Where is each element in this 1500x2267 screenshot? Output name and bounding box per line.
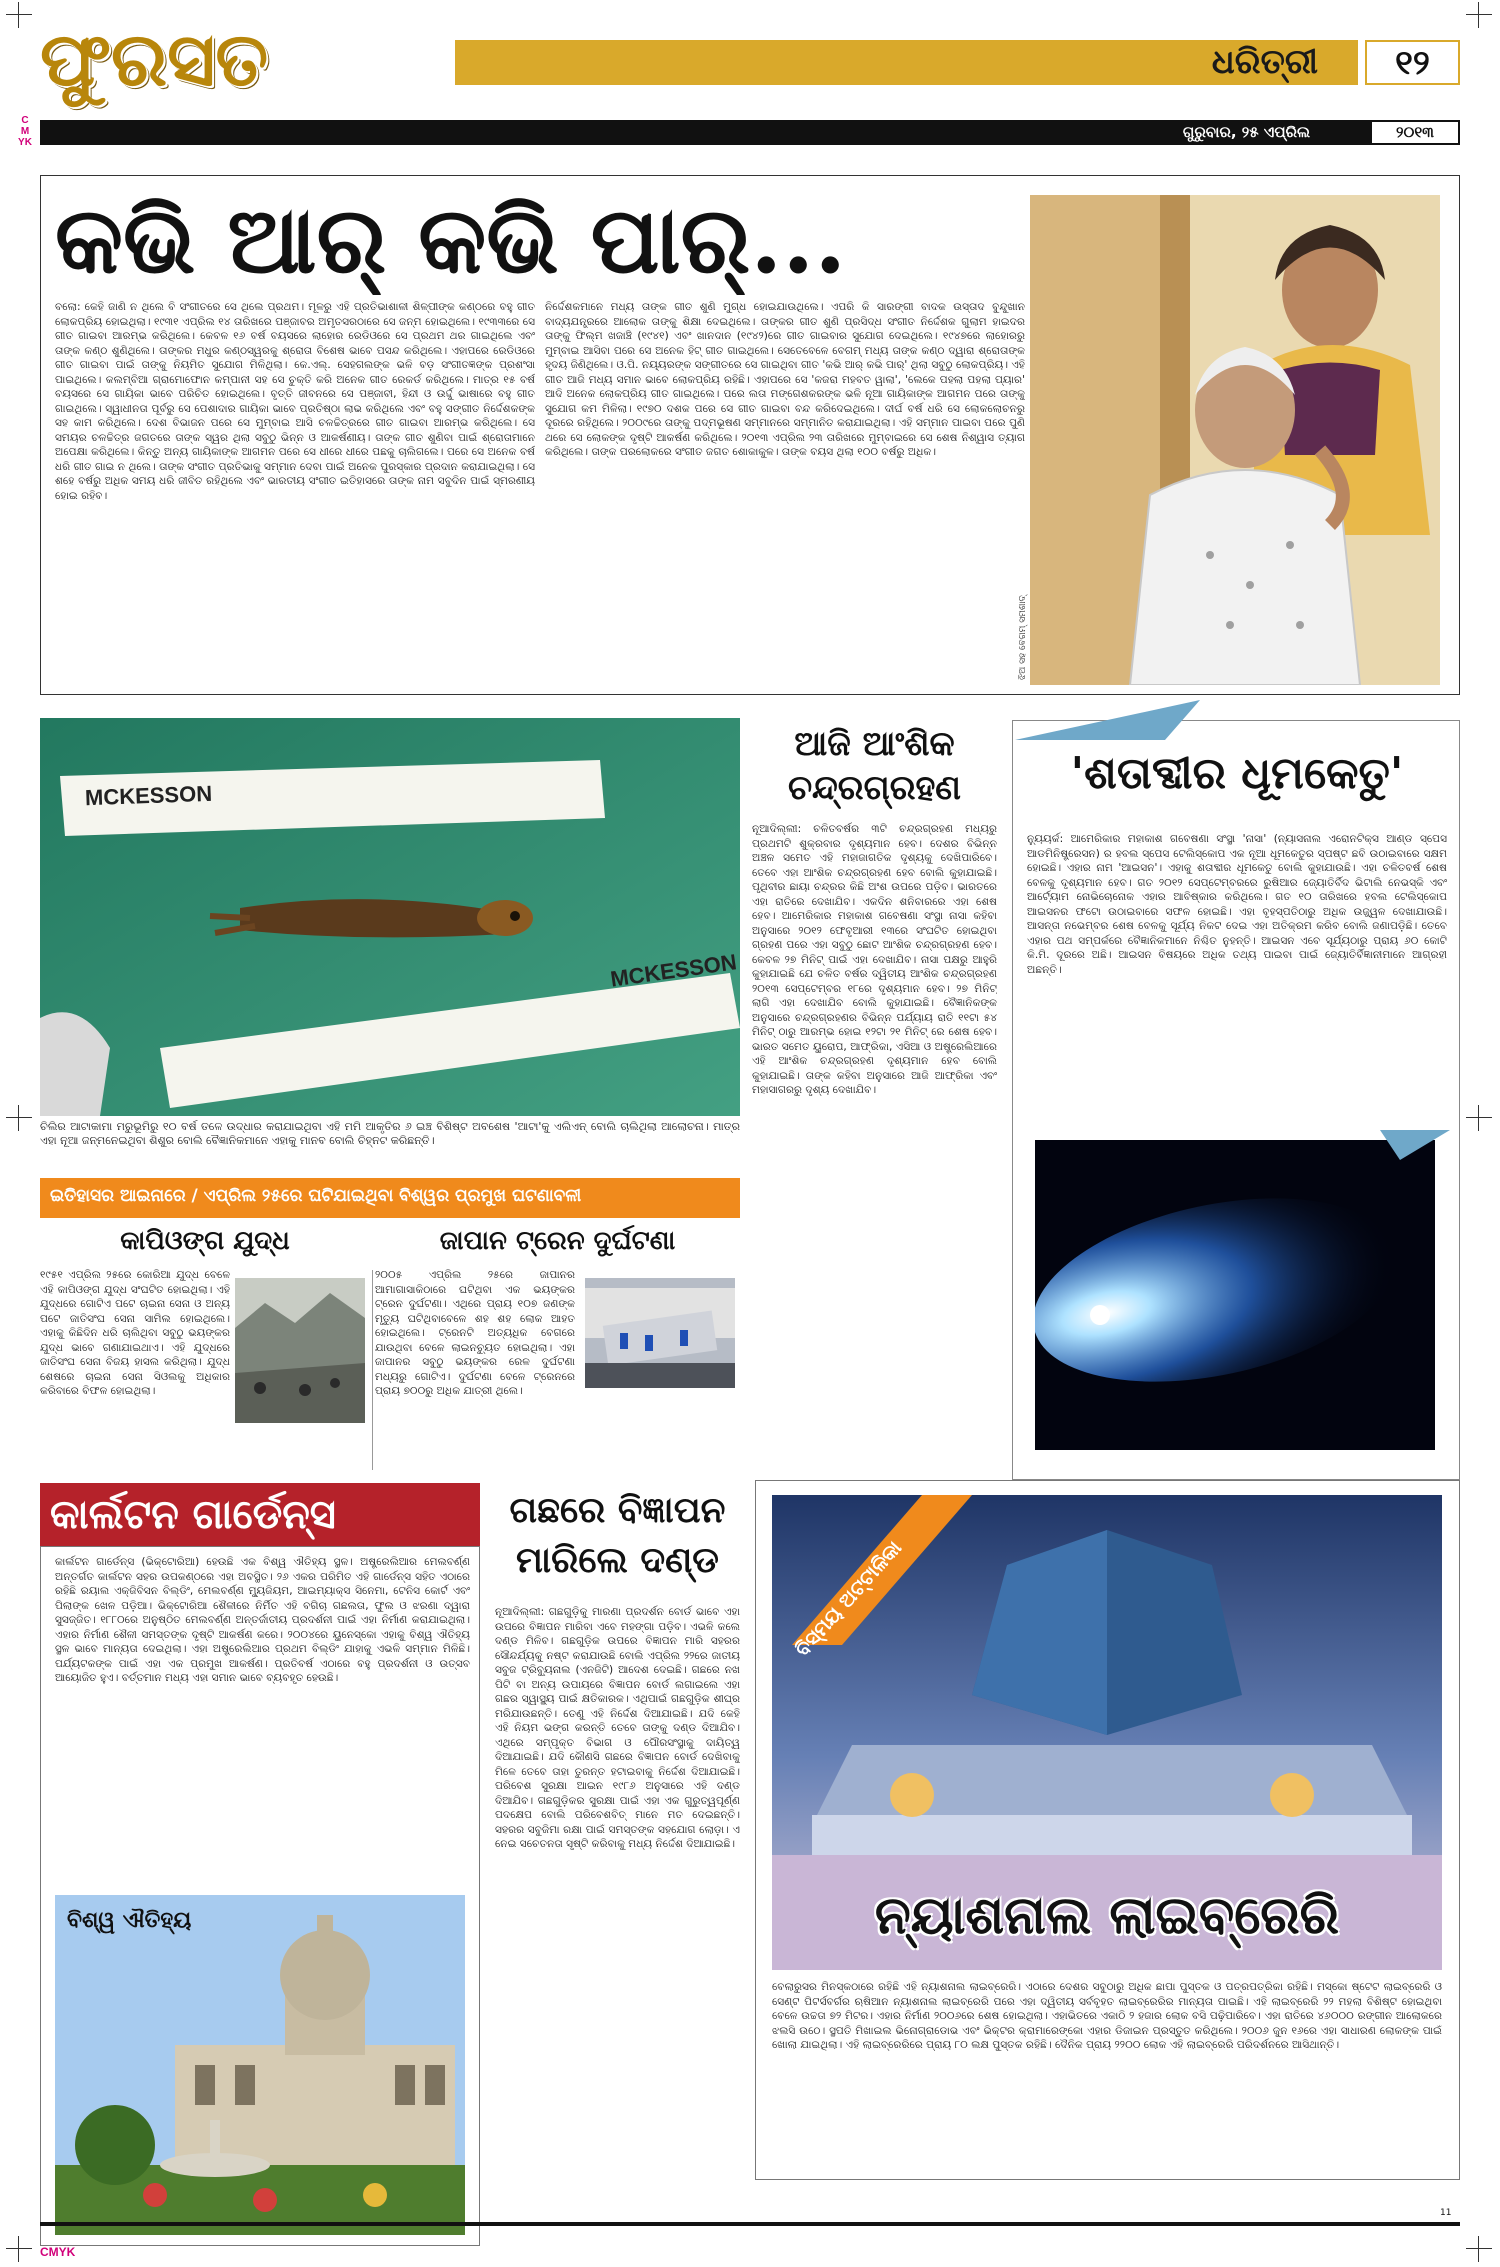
- tree-ads-title-line1: ଗଛରେ ବିଜ୍ଞାପନ: [509, 1489, 726, 1531]
- ruler-label-bottom: MCKESSON: [608, 949, 739, 992]
- comet-illustration: [1035, 1140, 1435, 1450]
- comet-title: 'ଶତାବ୍ଦୀର ଧୂମକେତୁ': [1070, 748, 1404, 799]
- year-text: ୨୦୧୩: [1370, 120, 1460, 145]
- battlefield-illustration: [235, 1278, 365, 1423]
- history-banner-title: ଇତିହାସର ଆଇନାରେ / ଏପ୍ରିଲ ୨୫ରେ ଘଟିଯାଇଥିବା ବିଶ୍ୱର ପ୍ରମୁଖ ଘଟଣାବଳୀ: [50, 1186, 582, 1206]
- kapyong-photo: [235, 1278, 365, 1423]
- tree-ads-title-line2: ମାରିଲେ ଦଣ୍ଡ: [516, 1539, 719, 1581]
- eclipse-title-line1: ଆଜି ଆଂଶିକ: [794, 724, 955, 764]
- comet-text: ନ୍ୟୁୟର୍କ: ଆମେରିକାର ମହାକାଶ ଗବେଷଣା ସଂସ୍ଥା 'ନାସା' (ନ୍ୟାସନାଲ ଏରୋନଟିକ୍ସ ଆଣ୍ଡ ସ୍ପେସ ଆଡମିନିଷ୍ଟ୍ରେସନ) ର ହବଲ ସ୍ପେସ ଟେଲିସ୍କୋପ ଏକ ନୂଆ ଧୂମକେତୁର ସ୍ପଷ୍ଟ ଛବି ଉଠାଇବାରେ ସକ୍ଷମ ହୋଇଛି। ଏହାର ନାମ 'ଆଇସନ'। ଏହାକୁ ଶତାବ୍ଦୀର ଧୂମକେତୁ ବୋଲି କୁହାଯାଉଛି। ଏହା ଚଳିତବର୍ଷ ଶେଷ ବେଳକୁ ଦୃଶ୍ୟମାନ ହେବ। ଗତ ୨୦୧୨ ସେପ୍ଟେମ୍ବରରେ ରୁଷିଆର ଜ୍ୟୋତିର୍ବିଦ ଭିଟାଲି ନେଭସ୍କି ଏବଂ ଆର୍ଟ୍ୟୋମ ନୋଭିଚୋନୋକ ଏହାର ଆବିଷ୍କାର କରିଥିଲେ। ଗତ ୧୦ ତାରିଖରେ ହବଲ ଟେଲିସ୍କୋପ ଆଇସନର ଫଟୋ ଉଠାଇବାରେ ସଫଳ ହୋଇଛି। ଏହା ବୃହସ୍ପତିଠାରୁ ଅଧିକ ଉଜ୍ଜ୍ୱଳ ଦେଖାଯାଉଛି। ଆସନ୍ତା ନଭେମ୍ବର ଶେଷ ବେଳକୁ ସୂର୍ଯ୍ୟ ନିକଟ ଦେଇ ଏହା ଅତିକ୍ରମ କରିବ ବୋଲି ଜଣାପଡ଼ିଛି। ତେବେ ଏହାର ପଥ ସମ୍ପର୍କରେ ବୈଜ୍ଞାନିକମାନେ ନିଶ୍ଚିତ ନୁହନ୍ତି। ଆଇସନ ଏବେ ସୂର୍ଯ୍ୟଠାରୁ ପ୍ରାୟ ୬୦ କୋଟି କି.ମି. ଦୂରରେ ଅଛି। ଆଇସନ ବିଷୟରେ ଅଧିକ ତଥ୍ୟ ପାଇବା ପାଇଁ ଜ୍ୟୋତିର୍ବିଜ୍ଞାନୀମାନେ ଆଗ୍ରହୀ ଅଛନ୍ତି।: [1027, 833, 1447, 976]
- masthead-logo: [40, 15, 440, 105]
- logo-text: ଫୁରସତ: [40, 17, 269, 103]
- ruler-label-top: MCKESSON: [84, 780, 213, 811]
- top-story-column-2: ନିର୍ଦ୍ଦେଶକମାନେ ମଧ୍ୟ ତାଙ୍କ ଗୀତ ଶୁଣି ମୁଗ୍ଧ ହୋଇଯାଉଥିଲେ। ଏପରି କି ସାରଙ୍ଗୀ ବାଦକ ଉସ୍ତାଦ ବୁନ୍ଦୁଖାନ ବାଦ୍ୟଯନ୍ତ୍ରରେ ଆଲୋକ ତାଙ୍କୁ ଶିକ୍ଷା ଦେଇଥିଲେ। ତାଙ୍କର ଗୀତ ଶୁଣି ପ୍ରସିଦ୍ଧ ସଂଗୀତ ନିର୍ଦ୍ଦେଶକ ଗୁଲାମ ହାଇଦର ତାଙ୍କୁ ଫିଲ୍ମ ଖଜାଞ୍ଚି (୧୯୪୧) ଏବଂ ଖାନଦାନ (୧୯୪୨)ରେ ଗୀତ ଗାଇବାର ସୁଯୋଗ ଦେଇଥିଲେ। ୧୯୪୭ରେ ଲାହୋରରୁ ମୁମ୍ବାଇ ଆସିବା ପରେ ସେ ଅନେକ ହିଟ୍ ଗୀତ ଗାଇଥିଲେ। ସେତେବେଳେ ବେଗମ୍ ମଧ୍ୟ ତାଙ୍କ କଣ୍ଠ ଦ୍ୱାରା ଶ୍ରୋତାଙ୍କ ହୃଦୟ ଜିଣିଥିଲେ। ଓ.ପି. ନୟ୍ୟରଙ୍କ ସଙ୍ଗୀତରେ ସେ ଗାଇଥିବା ଗୀତ 'କଭି ଆର୍ କଭି ପାର୍' ଥିଲା ସବୁଠୁ ଲୋକପ୍ରିୟ। ଏହି ଗୀତ ଆଜି ମଧ୍ୟ ସମାନ ଭାବେ ଲୋକପ୍ରିୟ ରହିଛି। ଏହାପରେ ସେ 'କଜରା ମହବତ ୱାଲା', 'ଲେକେ ପହଲା ପହଲା ପ୍ୟାର' ଆଦି ଅନେକ ଲୋକପ୍ରିୟ ଗୀତ ଗାଇଥିଲେ। ପରେ ଲତା ମଙ୍ଗେଶକରଙ୍କ ଭଳି ନୂଆ ଗାୟିକାଙ୍କ ଆଗମନ ପରେ ତାଙ୍କୁ ସୁଯୋଗ କମ ମିଳିଲା। ୧୯୭୦ ଦଶକ ପରେ ସେ ଗୀତ ଗାଇବା ବନ୍ଦ କରିଦେଇଥିଲେ। ଦୀର୍ଘ ବର୍ଷ ଧରି ସେ ଲୋକଲୋଚନରୁ ଦୂରରେ ରହିଥିଲେ। ୨୦୦୯ରେ ତାଙ୍କୁ ପଦ୍ମଭୂଷଣ ସମ୍ମାନରେ ସମ୍ମାନିତ କରାଯାଇଥିଲା। ଏହି ସମ୍ମାନ ପାଇବା ପରେ ପୁଣି ଥରେ ସେ ଲୋକଙ୍କ ଦୃଷ୍ଟି ଆକର୍ଷଣ କରିଥିଲେ। ୨୦୧୩ ଏପ୍ରିଲ ୨୩ ତାରିଖରେ ମୁମ୍ବାଇରେ ସେ ଶେଷ ନିଶ୍ୱାସ ତ୍ୟାଗ କରିଥିଲେ। ତାଙ୍କ ପରଲୋକରେ ସଂଗୀତ ଜଗତ ଶୋକାକୁଳ। ତାଙ୍କ ବୟସ ଥିଲା ୧୦୦ ବର୍ଷରୁ ଅଧିକ।: [545, 301, 1025, 458]
- date-text: ଗୁରୁବାର, ୨୫ ଏପ୍ରିଲ: [1182, 123, 1310, 141]
- elderly-women-illustration: [1030, 195, 1440, 685]
- carlton-photo: [55, 1895, 465, 2235]
- cmyk-marker: CMYK: [18, 115, 32, 148]
- crop-mark: [1466, 2, 1492, 28]
- carlton-title: କାର୍ଲଟନ ଗାର୍ଡେନ୍ସ: [50, 1491, 336, 1538]
- japan-crash-photo: [585, 1278, 735, 1388]
- tree-ads-title: [495, 1485, 740, 1595]
- footer-rule: [40, 2222, 1460, 2226]
- footer-page-number: 11: [1440, 2208, 1452, 2218]
- train-crash-illustration: [585, 1278, 735, 1388]
- library-title: ନ୍ୟାଶନାଲ ଲାଇବ୍ରେରି: [874, 1885, 1340, 1946]
- comet-corner-accent-2: [1380, 1130, 1450, 1160]
- top-story-column-1: ବଲୋ: କେହି ଜାଣି ନ ଥିଲେ ବି ସଂଗୀତରେ ସେ ଥିଲେ ପ୍ରଥମ। ମୂଳରୁ ଏହି ପ୍ରତିଭାଶାଳୀ ଶିଳ୍ପୀଙ୍କ କଣ୍ଠରେ ବହୁ ଗୀତ ଲୋକପ୍ରିୟ ହୋଇଥିଲା। ୧୯୩୧ ଏପ୍ରିଲ ୧୪ ତାରିଖରେ ପଞ୍ଜାବର ଅମୃତସରଠାରେ ସେ ଜନ୍ମ ହୋଇଥିଲେ। ୧୯୩୩ରେ ସେ ଗୀତ ଗାଇବା ଆରମ୍ଭ କରିଥିଲେ। କେବଳ ୧୬ ବର୍ଷ ବୟସରେ ଲାହୋର ରେଡିଓରେ ସେ ପ୍ରଥମ ଥର ଗାଇଥିଲେ ଏବଂ ତାଙ୍କ କଣ୍ଠ ଶୁଣିଥିଲେ। ତାଙ୍କର ମଧୁର କଣ୍ଠସ୍ୱରକୁ ଶ୍ରୋତା ବିଶେଷ ଭାବେ ପସନ୍ଦ କରିଥିଲେ। ଏହାପରେ ରେଡିଓରେ ଗୀତ ଗାଇବା ପାଇଁ ତାଙ୍କୁ ନିୟମିତ ସୁଯୋଗ ମିଳିଥିଲା। କେ.ଏଲ୍. ସେହଗଲଙ୍କ ଭଳି ବଡ଼ ସଂଗୀତଜ୍ଞଙ୍କ ପ୍ରଶଂସା ପାଇଥିଲେ। କଲମ୍ବିଆ ଗ୍ରାମୋଫୋନ କମ୍ପାନୀ ସହ ସେ ଚୁକ୍ତି କରି ଅନେକ ଗୀତ ରେକର୍ଡ କରିଥିଲେ। ମାତ୍ର ୧୫ ବର୍ଷ ବୟସରେ ସେ ଗାୟିକା ଭାବେ ପରିଚିତ ହୋଇଥିଲେ। ବୃତ୍ତି ଜୀବନରେ ସେ ପଞ୍ଜାବୀ, ହିନ୍ଦୀ ଓ ଉର୍ଦ୍ଦୁ ଭାଷାରେ ବହୁ ଗୀତ ଗାଇଥିଲେ। ସ୍ୱାଧୀନତା ପୂର୍ବରୁ ସେ ପେଶାଦାର ଗାୟିକା ଭାବେ ପ୍ରତିଷ୍ଠା ଲାଭ କରିଥିଲେ ଏବଂ ବହୁ ସଙ୍ଗୀତ ନିର୍ଦ୍ଦେଶକଙ୍କ ସହ କାମ କରିଥିଲେ। ଦେଶ ବିଭାଜନ ପରେ ସେ ମୁମ୍ବାଇ ଆସି ଚଳଚ୍ଚିତ୍ରରେ ଗୀତ ଗାଇବା ଆରମ୍ଭ କରିଥିଲେ। ସେ ସମୟର ଚଳଚ୍ଚିତ୍ର ଜଗତରେ ତାଙ୍କ ସ୍ୱର ଥିଲା ସବୁଠୁ ଭିନ୍ନ ଓ ଆକର୍ଷଣୀୟ। ତାଙ୍କ ଗୀତ ଶୁଣିବା ପାଇଁ ଶ୍ରୋତାମାନେ ଅପେକ୍ଷା କରିଥିଲେ। କିନ୍ତୁ ଅନ୍ୟ ଗାୟିକାଙ୍କ ଆଗମନ ପରେ ସେ ଧୀରେ ଧୀରେ ପଛକୁ ଚାଲିଗଲେ। ପରେ ସେ ଅନେକ ବର୍ଷ ଧରି ଗୀତ ଗାଇ ନ ଥିଲେ। ତାଙ୍କ ସଂଗୀତ ପ୍ରତିଭାକୁ ସମ୍ମାନ ଦେବା ପାଇଁ ଅନେକ ପୁରସ୍କାର ପ୍ରଦାନ କରାଯାଇଥିଲା। ସେ ଶହେ ବର୍ଷରୁ ଅଧିକ ସମୟ ଧରି ଜୀବିତ ରହିଥିଲେ ଏବଂ ଭାରତୀୟ ସଂଗୀତ ଇତିହାସରେ ତାଙ୍କ ନାମ ସବୁଦିନ ପାଇଁ ସ୍ମରଣୀୟ ହୋଇ ରହିବ।: [55, 301, 535, 502]
- comet-photo: [1035, 1140, 1435, 1450]
- alien-photo-caption: ଚିଲିର ଆଟାକାମା ମରୁଭୂମିରୁ ୧୦ ବର୍ଷ ତଳେ ଉଦ୍ଧାର କରାଯାଇଥିବା ଏହି ମମି ଆକୃତିର ୬ ଇଞ୍ଚ ବିଶିଷ୍ଟ ଅବଶେଷ 'ଆଟା'କୁ ଏଲିଏନ୍ ବୋଲି ଚାଲିଥିଲା ଆଲୋଚନା। ମାତ୍ର ଏହା ନୂଆ ଜନ୍ମନେଇଥିବା ଶିଶୁର ବୋଲି ବୈଜ୍ଞାନିକମାନେ ଏହାକୁ ମାନବ ବୋଲି ଚିହ୍ନଟ କରିଛନ୍ତି।: [40, 1120, 740, 1147]
- crop-mark: [6, 2, 32, 28]
- tree-ads-text: ନୂଆଦିଲ୍ଲୀ: ଗଛଗୁଡ଼ିକୁ ମାରଣା ପ୍ରଦର୍ଶନ ବୋର୍ଡ ଭାବେ ଏହା ଉପରେ ବିଜ୍ଞାପନ ମାରିବା ଏବେ ମହଙ୍ଗା ପଡ଼ିବ। ଏଭଳି କଲେ ଦଣ୍ଡ ମିଳିବ। ଗଛଗୁଡ଼ିକ ଉପରେ ବିଜ୍ଞାପନ ମାରି ସହରର ସୌନ୍ଦର୍ଯ୍ୟକୁ ନଷ୍ଟ କରାଯାଉଛି ବୋଲି ଏପ୍ରିଲ ୨୨ରେ ଜାତୀୟ ସବୁଜ ଟ୍ରିବ୍ୟୁନାଲ (ଏନଜିଟି) ଆଦେଶ ଦେଇଛି। ଗଛରେ ନଖ ପିଟି ବା ଅନ୍ୟ ଉପାୟରେ ବିଜ୍ଞାପନ ବୋର୍ଡ ଲଗାଇଲେ ଏହା ଗଛର ସ୍ୱାସ୍ଥ୍ୟ ପାଇଁ କ୍ଷତିକାରକ। ଏଥିପାଇଁ ଗଛଗୁଡ଼ିକ ଶୀଘ୍ର ମରିଯାଉଛନ୍ତି। ତେଣୁ ଏହି ନିର୍ଦ୍ଦେଶ ଦିଆଯାଇଛି। ଯଦି କେହି ଏହି ନିୟମ ଭଙ୍ଗ କରନ୍ତି ତେବେ ତାଙ୍କୁ ଦଣ୍ଡ ଦିଆଯିବ। ଏଥିରେ ସମ୍ପୃକ୍ତ ବିଭାଗ ଓ ପୌରସଂସ୍ଥାକୁ ଦାୟିତ୍ୱ ଦିଆଯାଇଛି। ଯଦି କୌଣସି ଗଛରେ ବିଜ୍ଞାପନ ବୋର୍ଡ ଦେଖିବାକୁ ମିଳେ ତେବେ ତାହା ତୁରନ୍ତ ହଟାଇବାକୁ ନିର୍ଦ୍ଦେଶ ଦିଆଯାଇଛି। ପରିବେଶ ସୁରକ୍ଷା ଆଇନ ୧୯୮୬ ଅନୁସାରେ ଏହି ଦଣ୍ଡ ଦିଆଯିବ। ଗଛଗୁଡ଼ିକର ସୁରକ୍ଷା ପାଇଁ ଏହା ଏକ ଗୁରୁତ୍ୱପୂର୍ଣ୍ଣ ପଦକ୍ଷେପ ବୋଲି ପରିବେଶବିତ୍ ମାନେ ମତ ଦେଇଛନ୍ତି। ସହରର ସବୁଜିମା ରକ୍ଷା ପାଇଁ ସମସ୍ତଙ୍କ ସହଯୋଗ ଲୋଡ଼ା। ଏ ନେଇ ସଚେତନତା ସୃଷ୍ଟି କରିବାକୁ ମଧ୍ୟ ନିର୍ଦ୍ଦେଶ ଦିଆଯାଇଛି।: [495, 1606, 740, 1850]
- photo-caption: ଝିଅ ସହ ବେଗମ୍ ସମଶାଦ୍: [1018, 595, 1028, 680]
- top-story-headline: କଭି ଆର୍ କଭି ପାର୍...: [55, 186, 847, 294]
- eclipse-text: ନୂଆଦିଲ୍ଲୀ: ଚଳିତବର୍ଷର ୩ଟି ଚନ୍ଦ୍ରଗ୍ରହଣ ମଧ୍ୟରୁ ପ୍ରଥମଟି ଶୁକ୍ରବାର ଦୃଶ୍ୟମାନ ହେବ। ଦେଶର ବିଭିନ୍ନ ଅଞ୍ଚଳ ସମେତ ଏହି ମହାଜାଗତିକ ଦୃଶ୍ୟକୁ ଦେଖିପାରିବେ। ତେବେ ଏହା ଆଂଶିକ ଚନ୍ଦ୍ରଗ୍ରହଣ ହେବ ବୋଲି କୁହାଯାଇଛି। ପୃଥିବୀର ଛାୟା ଚନ୍ଦ୍ରର କିଛି ଅଂଶ ଉପରେ ପଡ଼ିବ। ଭାରତରେ ଏହା ରାତିରେ ଦେଖାଯିବ। ଏକଦିନ ଶନିବାରରେ ଏହା ଶେଷ ହେବ। ଆମେରିକାର ମହାକାଶ ଗବେଷଣା ସଂସ୍ଥା ନାସା କହିବା ଅନୁସାରେ ୨୦୧୨ ଫେବୃଆରୀ ୧୩ରେ ସଂଘଟିତ ହୋଇଥିବା ଗ୍ରହଣ ପରେ ଏହା ସବୁଠୁ ଛୋଟ ଆଂଶିକ ଚନ୍ଦ୍ରଗ୍ରହଣ ହେବ। କେବଳ ୨୭ ମିନିଟ୍ ପାଇଁ ଏହା ଦେଖାଯିବ। ନାସା ପକ୍ଷରୁ ଆହୁରି କୁହାଯାଇଛି ଯେ ଚଳିତ ବର୍ଷର ଦ୍ୱିତୀୟ ଆଂଶିକ ଚନ୍ଦ୍ରଗ୍ରହଣ ୨୦୧୩ ସେପ୍ଟେମ୍ବର ୧୮ରେ ଦୃଶ୍ୟମାନ ହେବ। ୨୭ ମିନିଟ୍ ଲାଗି ଏହା ଦେଖାଯିବ ବୋଲି କୁହାଯାଇଛି। ବୈଜ୍ଞାନିକଙ୍କ ଅନୁସାରେ ଚନ୍ଦ୍ରଗ୍ରହଣର ବିଭିନ୍ନ ପର୍ଯ୍ୟାୟ ରାତି ୧୧ଟା ୫୪ ମିନିଟ୍ ଠାରୁ ଆରମ୍ଭ ହୋଇ ୧୨ଟା ୨୧ ମିନିଟ୍ ରେ ଶେଷ ହେବ। ଭାରତ ସମେତ ୟୁରୋପ, ଆଫ୍ରିକା, ଏସିଆ ଓ ଅଷ୍ଟ୍ରେଲିଆରେ ଏହି ଆଂଶିକ ଚନ୍ଦ୍ରଗ୍ରହଣ ଦୃଶ୍ୟମାନ ହେବ ବୋଲି କୁହାଯାଇଛି। ତାଙ୍କ କହିବା ଅନୁସାରେ ଆଜି ଆଫ୍ରିକା ଏବଂ ମହାସାଗରରୁ ଦୃଶ୍ୟ ଦେଖାଯିବ।: [752, 823, 997, 1096]
- heritage-label: ବିଶ୍ୱ ଐତିହ୍ୟ: [67, 1907, 192, 1933]
- comet-corner-accent: [1015, 700, 1200, 740]
- alien-photo: [40, 718, 740, 1116]
- history-banner: [40, 1178, 740, 1218]
- ruler-mummy-illustration: [40, 718, 740, 1116]
- masthead-gold-bar: [455, 40, 1358, 85]
- exhibition-building-illustration: [55, 1895, 465, 2235]
- library-banner: ବିସ୍ମୟ ଅଟ୍ଟାଳିକା: [790, 1535, 907, 1662]
- library-text: ବେଲାରୁସର ମିନସ୍କଠାରେ ରହିଛି ଏହି ନ୍ୟାଶନାଲ ଲାଇବ୍ରେରି। ଏଠାରେ ଦେଶର ସବୁଠାରୁ ଅଧିକ ଛାପା ପୁସ୍ତକ ଓ ପତ୍ରପତ୍ରିକା ରହିଛି। ମସ୍କୋ ଷ୍ଟେଟ ଲାଇବ୍ରେରି ଓ ସେଣ୍ଟ ପିଟର୍ସବର୍ଗର ଋଷିଆନ ନ୍ୟାଶନାଲ ଲାଇବ୍ରେରି ପରେ ଏହା ଦ୍ୱିତୀୟ ସର୍ବବୃହତ ଲାଇବ୍ରେରିର ମାନ୍ୟତା ପାଇଛି। ଏହି ଲାଇବ୍ରେରି ୨୨ ମହଲା ବିଶିଷ୍ଟ ହୋଇଥିବା ବେଳେ ଉଚ୍ଚତା ୭୨ ମିଟର। ଏହାର ନିର୍ମାଣ ୨୦୦୬ରେ ଶେଷ ହୋଇଥିଲା। ଏହାଭିତରେ ଏକାଠି ୨ ହଜାର ଲୋକ ବସି ପଢ଼ିପାରିବେ। ଏହା ରାତିରେ ୪୬୦୦୦ ରଙ୍ଗୀନ ଆଲୋକରେ ଝଲସି ଉଠେ। ସ୍ଥପତି ମିଖାଇଲ ଭିନୋଗ୍ରାଡୋଭ ଏବଂ ଭିକ୍ଟର କ୍ରାମାରେଙ୍କୋ ଏହାର ଡିଜାଇନ ପ୍ରସ୍ତୁତ କରିଥିଲେ। ୨୦୦୬ ଜୁନ ୧୬ରେ ଏହା ସାଧାରଣ ଲୋକଙ୍କ ପାଇଁ ଖୋଲା ଯାଇଥିଲା। ଏହି ଲାଇବ୍ରେରିରେ ପ୍ରାୟ ୮୦ ଲକ୍ଷ ପୁସ୍ତକ ରହିଛି। ଦୈନିକ ପ୍ରାୟ ୨୨୦୦ ଲୋକ ଏହି ଲାଇବ୍ରେରି ପରିଦର୍ଶନରେ ଆସିଥାନ୍ତି।: [772, 1981, 1442, 2051]
- cmyk-marker-bottom: CMYK: [40, 2245, 76, 2259]
- eclipse-title-line2: ଚନ୍ଦ୍ରଗ୍ରହଣ: [788, 768, 961, 808]
- crop-mark: [1466, 2236, 1492, 2262]
- carlton-title-box: [40, 1483, 480, 1546]
- carlton-text: କାର୍ଲଟନ ଗାର୍ଡେନ୍ସ (ଭିକ୍ଟୋରିଆ) ହେଉଛି ଏକ ବିଶ୍ୱ ଐତିହ୍ୟ ସ୍ଥଳ। ଅଷ୍ଟ୍ରେଲିଆର ମେଲବର୍ଣ୍ଣ ଅନ୍ତର୍ଗତ କାର୍ଲଟନ ସହର ଉପକଣ୍ଠରେ ଏହା ଅବସ୍ଥିତ। ୨୬ ଏକର ପରିମିତ ଏହି ଗାର୍ଡେନ୍ସ ସହିତ ଏଠାରେ ରହିଛି ରୟାଲ ଏକ୍ଜିବିସନ ବିଲ୍ଡିଂ, ମେଲବର୍ଣ୍ଣ ମ୍ୟୁଜିୟମ, ଆଇମ୍ୟାକ୍ସ ସିନେମା, ଟେନିସ କୋର୍ଟ ଏବଂ ପିଲାଙ୍କ ଖେଳ ପଡ଼ିଆ। ଭିକ୍ଟୋରିଆ ଶୈଳୀରେ ନିର୍ମିତ ଏହି ବଗିଚା ଗଛଲତା, ଫୁଲ ଓ ଝରଣା ଦ୍ୱାରା ସୁସଜ୍ଜିତ। ୧୮୮୦ରେ ଅନୁଷ୍ଠିତ ମେଲବର୍ଣ୍ଣ ଅନ୍ତର୍ଜାତୀୟ ପ୍ରଦର୍ଶନୀ ପାଇଁ ଏହା ନିର୍ମାଣ କରାଯାଇଥିଲା। ଏହାର ନିର୍ମାଣ ଶୈଳୀ ସମସ୍ତଙ୍କ ଦୃଷ୍ଟି ଆକର୍ଷଣ କରେ। ୨୦୦୪ରେ ୟୁନେସ୍କୋ ଏହାକୁ ବିଶ୍ୱ ଐତିହ୍ୟ ସ୍ଥଳ ଭାବେ ମାନ୍ୟତା ଦେଇଥିଲା। ଏହା ଅଷ୍ଟ୍ରେଲିଆର ପ୍ରଥମ ବିଲ୍ଡିଂ ଯାହାକୁ ଏଭଳି ସମ୍ମାନ ମିଳିଛି। ପର୍ଯ୍ୟଟକଙ୍କ ପାଇଁ ଏହା ଏକ ପ୍ରମୁଖ ଆକର୍ଷଣ। ପ୍ରତିବର୍ଷ ଏଠାରେ ବହୁ ପ୍ରଦର୍ଶନୀ ଓ ଉତ୍ସବ ଆୟୋଜିତ ହୁଏ। ବର୍ତ୍ତମାନ ମଧ୍ୟ ଏହା ସମାନ ଭାବେ ବ୍ୟବହୃତ ହେଉଛି।: [55, 1556, 470, 1684]
- crop-mark: [6, 1105, 32, 1131]
- page-number-box: [1365, 40, 1460, 85]
- column-divider: [372, 1270, 373, 1470]
- crop-mark: [1466, 1105, 1492, 1131]
- kapyong-text: ୧୯୫୧ ଏପ୍ରିଲ ୨୫ରେ କୋରିଆ ଯୁଦ୍ଧ ବେଳେ ଏହି କାପିଓଙ୍ଗ ଯୁଦ୍ଧ ସଂଘଟିତ ହୋଇଥିଲା। ଏହି ଯୁଦ୍ଧରେ ଗୋଟିଏ ପଟେ ଚାଇନା ସେନା ଓ ଅନ୍ୟ ପଟେ ଜାତିସଂଘ ସେନା ସାମିଲ ହୋଇଥିଲେ। ଏହାକୁ କିଛିଦିନ ଧରି ଚାଲିଥିବା ସବୁଠୁ ଭୟଙ୍କର ଯୁଦ୍ଧ ଭାବେ ଗଣାଯାଇଥାଏ। ଏହି ଯୁଦ୍ଧରେ ଜାତିସଂଘ ସେନା ବିଜୟ ହାସଲ କରିଥିଲା। ଯୁଦ୍ଧ ଶେଷରେ ଚାଇନା ସେନା ସିଓଲକୁ ଅଧିକାର କରିବାରେ ବିଫଳ ହୋଇଥିଲା।: [40, 1269, 230, 1397]
- date-bar: [40, 120, 1460, 145]
- japan-crash-title: ଜାପାନ ଟ୍ରେନ ଦୁର୍ଘଟଣା: [439, 1226, 676, 1256]
- top-story-photo: [1030, 195, 1440, 685]
- kapyong-title: କାପିଓଙ୍ଗ ଯୁଦ୍ଧ: [120, 1226, 290, 1256]
- paper-name: ଧରିତ୍ରୀ: [1211, 42, 1318, 82]
- page-number: ୧୨: [1395, 43, 1430, 83]
- japan-crash-text: ୨୦୦୫ ଏପ୍ରିଲ ୨୫ରେ ଜାପାନର ଆମାଗାସାକିଠାରେ ଘଟିଥିବା ଏକ ଭୟଙ୍କର ଟ୍ରେନ ଦୁର୍ଘଟଣା। ଏଥିରେ ପ୍ରାୟ ୧୦୭ ଜଣଙ୍କ ମୃତ୍ୟୁ ଘଟିଥିବାବେଳେ ଶହ ଶହ ଲୋକ ଆହତ ହୋଇଥିଲେ। ଟ୍ରେନଟି ଅତ୍ୟଧିକ ବେଗରେ ଯାଉଥିବା ବେଳେ ଲାଇନଚ୍ୟୁତ ହୋଇଥିଲା। ଏହା ଜାପାନର ସବୁଠୁ ଭୟଙ୍କର ରେଳ ଦୁର୍ଘଟଣା ମଧ୍ୟରୁ ଗୋଟିଏ। ଦୁର୍ଘଟଣା ବେଳେ ଟ୍ରେନରେ ପ୍ରାୟ ୭୦୦ରୁ ଅଧିକ ଯାତ୍ରୀ ଥିଲେ।: [375, 1269, 575, 1397]
- eclipse-title: [752, 722, 997, 812]
- crop-mark: [6, 2236, 32, 2262]
